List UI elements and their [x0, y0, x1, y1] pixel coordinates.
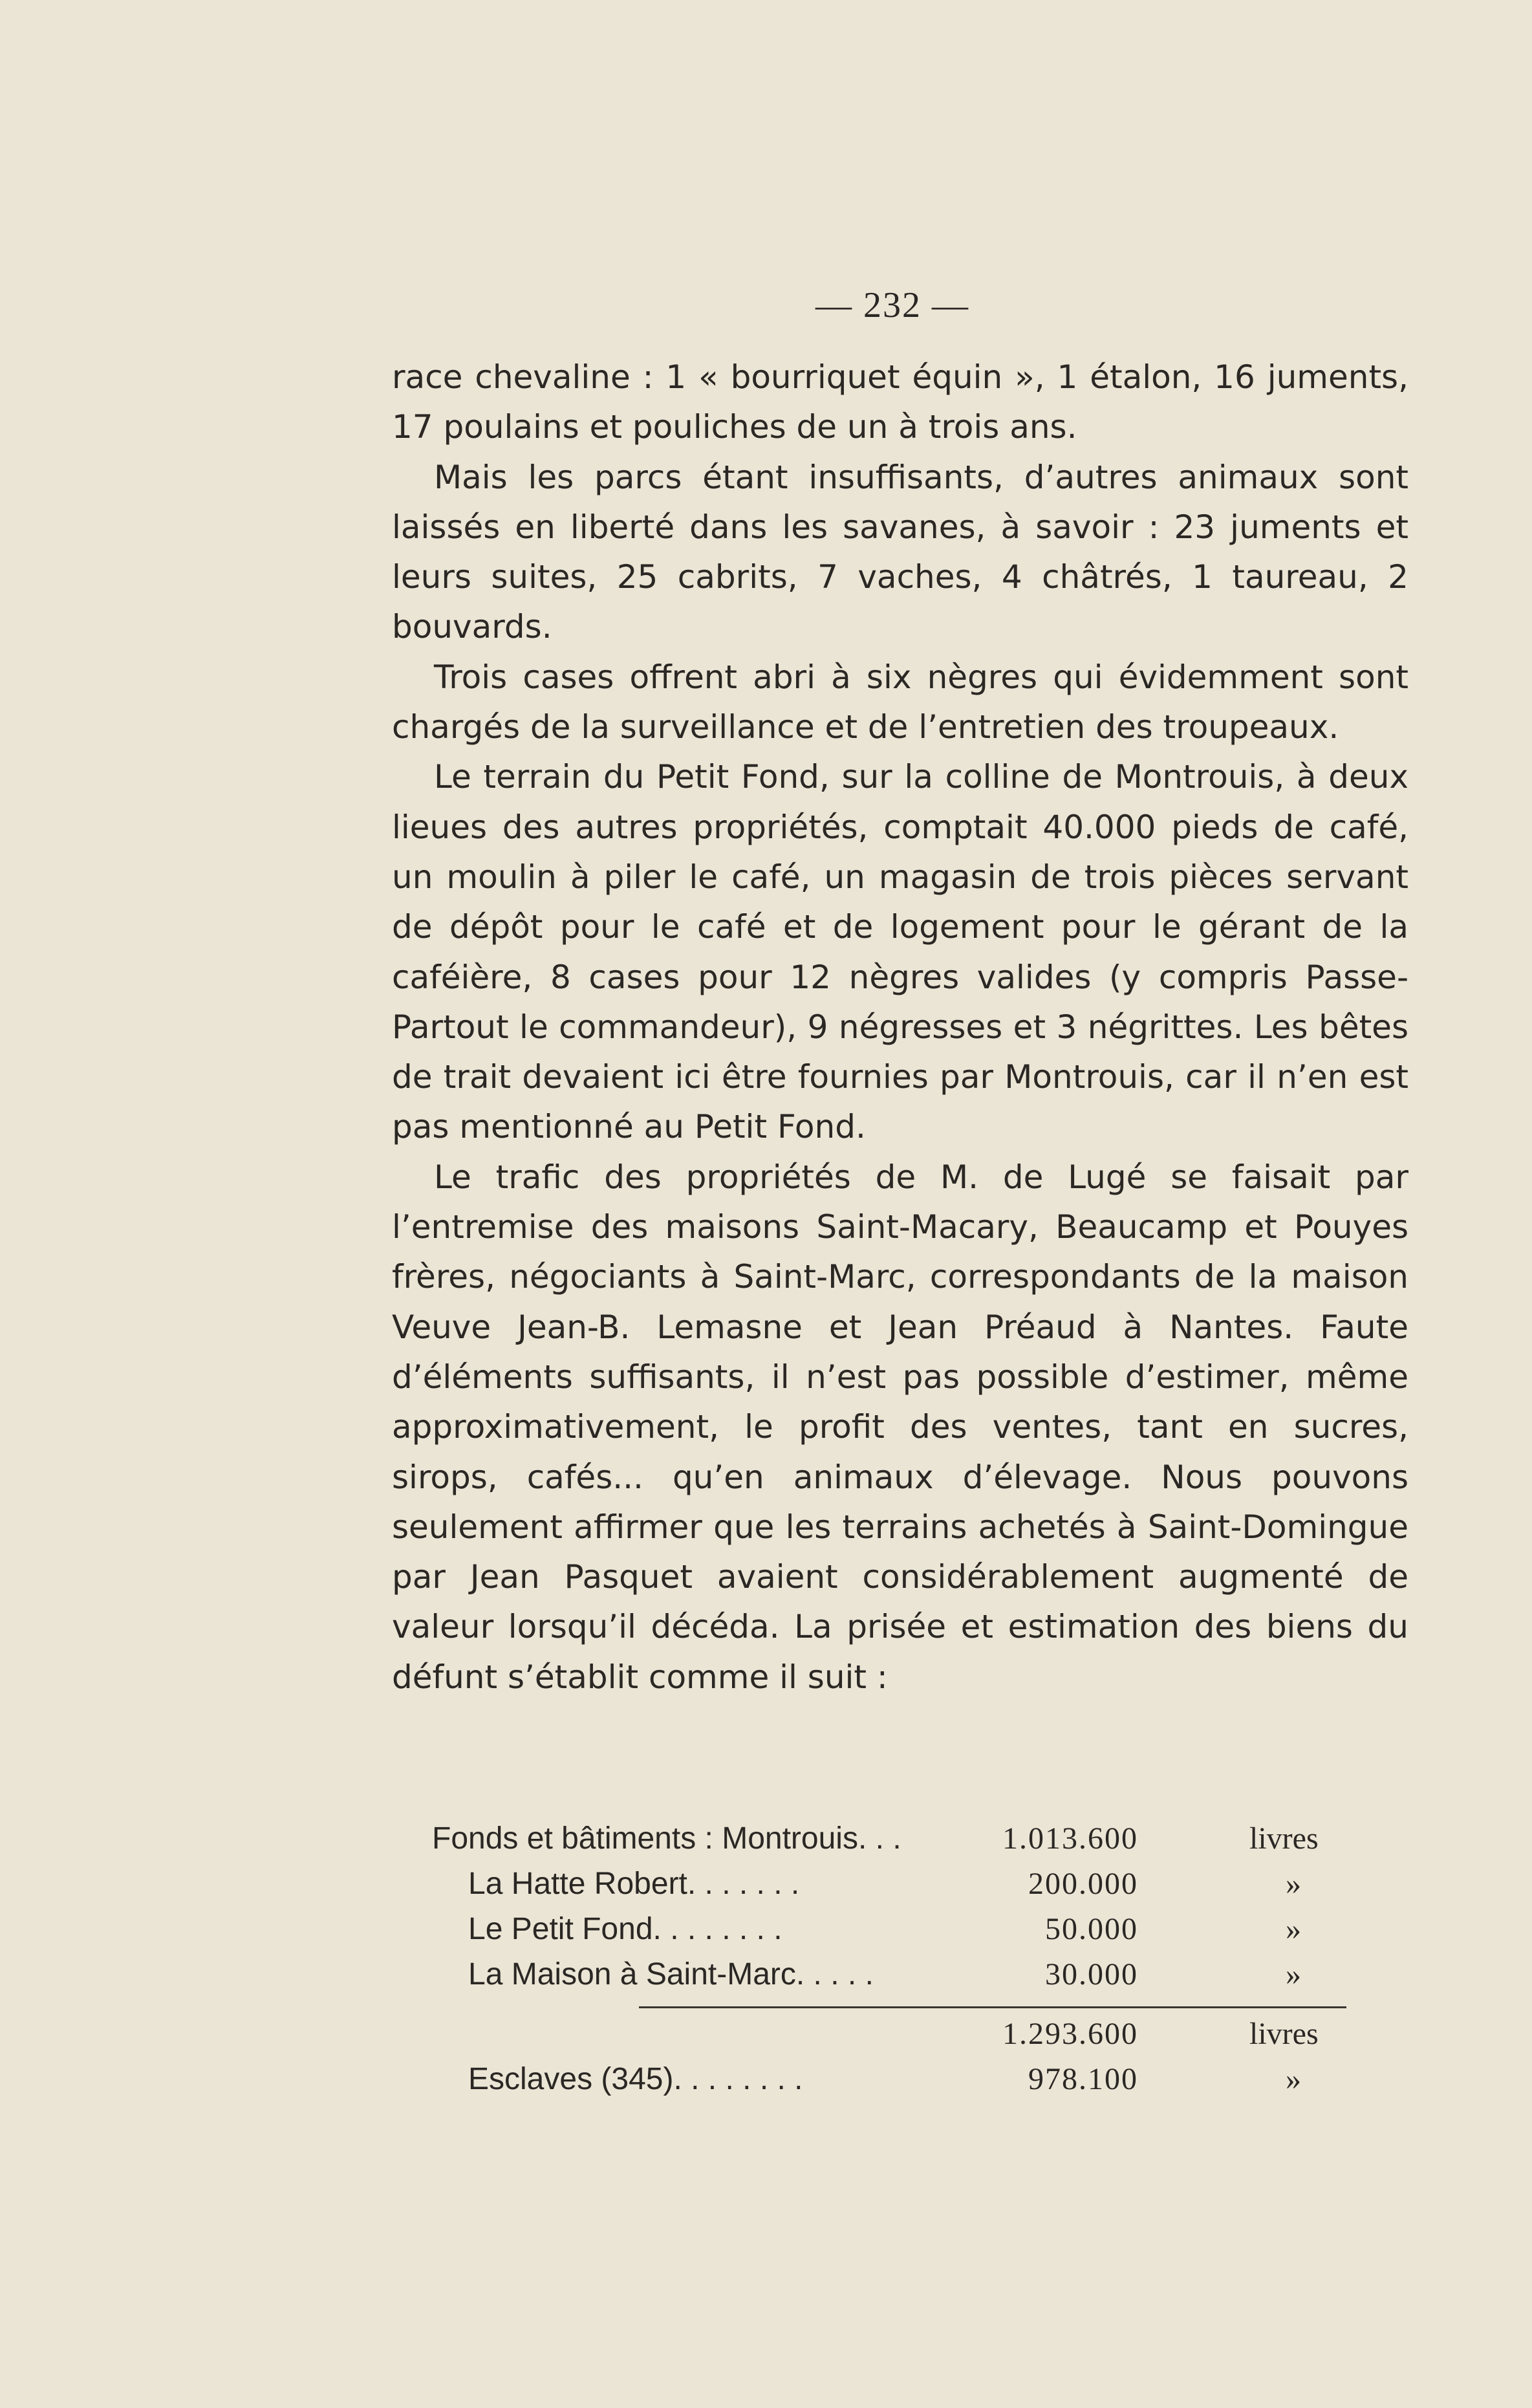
row-label: La Maison à Saint-Marc. . . . .	[468, 1957, 874, 1991]
row-value: 50.000	[1045, 1912, 1138, 1946]
row-unit: »	[1286, 1912, 1301, 1946]
paragraph: Mais les parcs étant insuffisants, d’autres animaux sont laissés en liberté dans les savanes, à savoir : 23 juments et leurs suites, 25 cabrits, 7 vaches, 4 châtrés, 1 taureau, 2 bouvards.	[392, 458, 1408, 646]
table-row	[432, 2057, 1345, 2102]
subtotal-unit: livres	[1249, 2017, 1319, 2051]
row-label: Esclaves (345). . . . . . . .	[468, 2062, 803, 2096]
row-label: Le Petit Fond. . . . . . . .	[468, 1912, 782, 1946]
row-value: 30.000	[1045, 1957, 1138, 1991]
paragraph: Le terrain du Petit Fond, sur la colline de Montrouis, à deux lieues des autres propriétés, comptait 40.000 pieds de café, un moulin à piler le café, un magasin de trois pièces servant de dépôt pour le café et de logement pour le gérant de la caféière, 8 cases pour 12 nègres valides (y compris Passe-Partout le commandeur), 9 négresses et 3 négrittes. Les bêtes de trait devaient ici être fournies par Montrouis, car il n’en est pas mentionné au Petit Fond.	[392, 758, 1408, 1146]
page-number: — 232 —	[815, 285, 969, 325]
table-row	[432, 1907, 1345, 1952]
table-row	[432, 1952, 1345, 1997]
subtotal-rule	[639, 2006, 1346, 2008]
row-unit: »	[1286, 1867, 1301, 1901]
row-label: La Hatte Robert. . . . . . .	[468, 1867, 800, 1901]
subtotal-row	[432, 2012, 1345, 2057]
row-unit: livres	[1249, 1821, 1319, 1856]
row-value: 1.013.600	[1002, 1821, 1138, 1856]
paragraph: Trois cases offrent abri à six nègres qui évidemment sont chargés de la surveillance et de l’entretien des troupeaux.	[392, 658, 1408, 746]
row-value: 200.000	[1028, 1867, 1138, 1901]
row-unit: »	[1286, 2062, 1301, 2096]
table-row	[432, 1861, 1345, 1907]
body-text	[392, 353, 1408, 1702]
table-row	[432, 1816, 1345, 1861]
row-unit: »	[1286, 1957, 1301, 1991]
row-label: Fonds et bâtiments : Montrouis. . .	[432, 1821, 901, 1856]
estimate-table	[432, 1816, 1345, 2102]
subtotal-value: 1.293.600	[1002, 2017, 1138, 2051]
paragraph: race chevaline : 1 « bourriquet équin », 1 étalon, 16 juments, 17 poulains et pouliches de un à trois ans.	[392, 358, 1408, 446]
paragraph: Le trafic des propriétés de M. de Lugé se faisait par l’entremise des maisons Saint-Macary, Beaucamp et Pouyes frères, négociants à Saint-Marc, correspondants de la maison Veuve Jean-B. Lemasne et Jean Préaud à Nantes. Faute d’éléments suffisants, il n’est pas possible d’estimer, même approximativement, le profit des ventes, tant en sucres, sirops, cafés... qu’en animaux d’élevage. Nous pouvons seulement affirmer que les terrains achetés à Saint-Domingue par Jean Pasquet avaient considérablement augmenté de valeur lorsqu’il décéda. La prisée et estimation des biens du défunt s’établit comme il suit :	[392, 1158, 1408, 1696]
row-value: 978.100	[1028, 2062, 1138, 2096]
